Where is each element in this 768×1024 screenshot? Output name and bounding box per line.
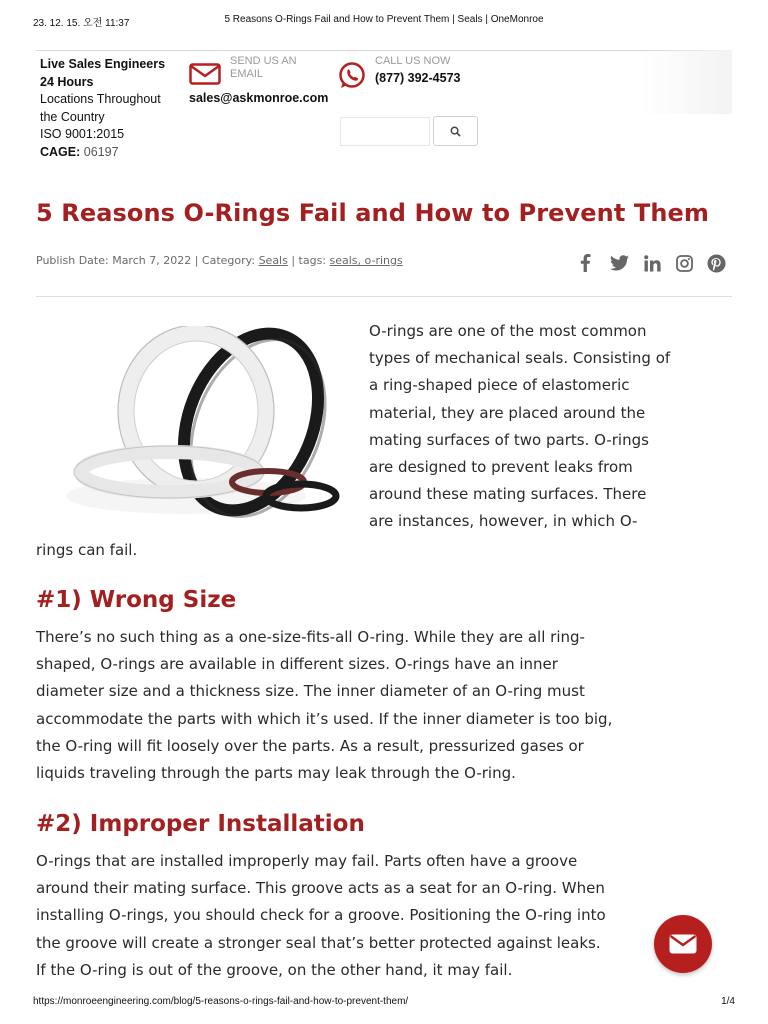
category-link[interactable]: Seals — [258, 254, 288, 267]
paragraph-line: O-rings that are installed improperly may fail. Parts often have a groove — [36, 852, 578, 870]
search-button[interactable] — [433, 116, 478, 146]
section-heading-wrong-size: #1) Wrong Size — [36, 587, 237, 613]
meta-publish-category: Publish Date: March 7, 2022 | Category: — [36, 254, 259, 267]
search-icon — [450, 126, 461, 137]
print-footer — [0, 996, 768, 1010]
print-url: https://monroeengineering.com/blog/5-reasons-o-rings-fail-and-how-to-prevent-them/ — [33, 996, 409, 1007]
cage-label: CAGE: — [40, 144, 81, 159]
live-sales-label: Live Sales Engineers — [40, 57, 166, 71]
intro-line: a ring-shaped piece of elastomeric — [369, 376, 630, 395]
intro-line: around these mating surfaces. There — [369, 485, 647, 504]
instagram-icon[interactable] — [674, 253, 694, 273]
cage-line — [40, 144, 165, 162]
pinterest-icon[interactable] — [706, 253, 726, 273]
tags-link[interactable]: seals, o-rings — [329, 254, 403, 267]
section-heading-improper-installation: #2) Improper Installation — [36, 811, 365, 837]
paragraph-line: installing O-rings, you should check for a groove. Positioning the O-ring into — [36, 906, 606, 925]
contact-info — [40, 56, 165, 161]
email-heading: SEND US AN EMAIL — [230, 55, 297, 79]
article-title: 5 Reasons O-Rings Fail and How to Prevent Them — [36, 199, 710, 227]
paragraph-line: diameter size and a thickness size. The inner diameter of an O-ring must — [36, 682, 585, 701]
intro-line: material, they are placed around the — [369, 403, 646, 422]
phone-link[interactable]: (877) 392-4573 — [375, 71, 461, 85]
print-page-number: 1/4 — [721, 996, 735, 1007]
intro-line: are instances, however, in which O- — [369, 512, 638, 531]
section-paragraph-wrong-size — [36, 624, 736, 787]
whatsapp-phone-icon[interactable] — [337, 61, 367, 91]
chat-envelope-icon — [668, 933, 698, 955]
envelope-icon[interactable] — [189, 63, 221, 85]
social-share — [576, 253, 732, 273]
header-divider — [36, 296, 732, 297]
intro-line: O-rings are one of the most common — [369, 322, 647, 340]
meta-tags-label: | tags: — [287, 254, 330, 267]
print-page-title: 5 Reasons O-Rings Fail and How to Prevent Them | Seals | OneMonroe — [224, 14, 544, 25]
paragraph-line: There’s no such thing as a one-size-fits-all O-ring. While they are all ring- — [36, 628, 585, 646]
paragraph-line: If the O-ring is out of the groove, on the other hand, it may fail. — [36, 960, 513, 979]
paragraph-line: liquids traveling through the parts may leak through the O-ring. — [36, 764, 516, 783]
locations-line-1: Locations Throughout — [40, 92, 161, 106]
paragraph-line: around their mating surface. This groove acts as a seat for an O-ring. When — [36, 879, 605, 898]
cage-value: 06197 — [83, 144, 119, 159]
paragraph-line: shaped, O-rings are available in different sizes. O-rings have an inner — [36, 655, 558, 674]
topbar-fade — [640, 50, 732, 114]
intro-tail: rings can fail. — [36, 541, 138, 559]
intro-line: mating surfaces of two parts. O-rings — [369, 430, 649, 449]
twitter-icon[interactable] — [609, 253, 629, 273]
phone-heading: CALL US NOW — [375, 55, 451, 67]
hours-label: 24 Hours — [40, 74, 94, 89]
print-date: 23. 12. 15. 오전 11:37 — [33, 18, 130, 29]
print-header — [0, 14, 768, 30]
chat-button[interactable] — [654, 915, 712, 973]
article-meta — [36, 254, 403, 267]
intro-line: are designed to prevent leaks from — [369, 458, 633, 477]
intro-line: types of mechanical seals. Consisting of — [369, 349, 671, 368]
paragraph-line: the groove will create a stronger seal that’s better protected against leaks. — [36, 933, 601, 952]
section-paragraph-improper-installation — [36, 848, 736, 984]
iso-label: ISO 9001:2015 — [40, 127, 125, 141]
search-input[interactable] — [340, 117, 430, 146]
paragraph-line: the O-ring will fit loosely over the parts. As a result, pressurized gases or — [36, 736, 584, 755]
linkedin-icon[interactable] — [642, 253, 662, 273]
facebook-icon[interactable] — [576, 253, 596, 273]
email-link[interactable]: sales@askmonroe.com — [189, 91, 329, 105]
locations-line-2: the Country — [40, 109, 105, 124]
o-rings-image — [36, 326, 354, 522]
paragraph-line: accommodate the parts with which it’s used. If the inner diameter is too big, — [36, 709, 613, 728]
intro-paragraph — [369, 318, 739, 536]
